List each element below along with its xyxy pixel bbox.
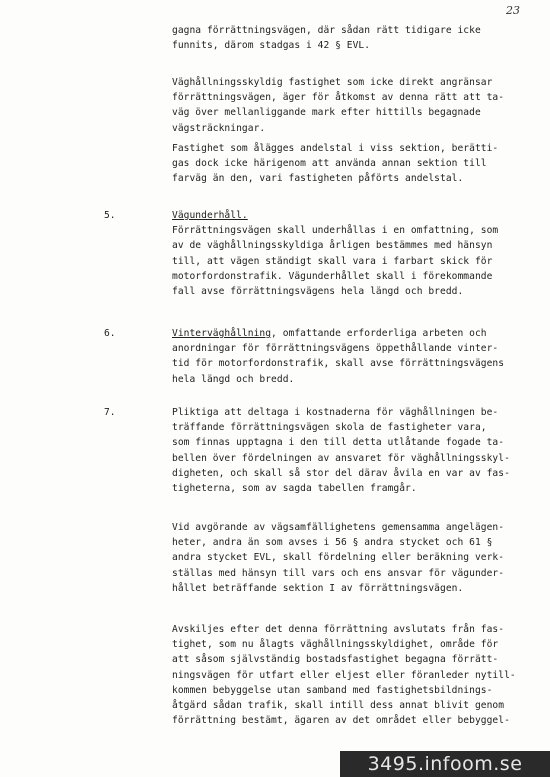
text-line: Fastighet som ålägges andelstal i viss sektion, berätti- (172, 143, 499, 154)
text-line: tighet, som nu ålagts väghållningsskyldighet, område för (172, 639, 499, 651)
text-line: ställas med hänsyn till vars och ens ansvar för vägunder- (172, 567, 505, 579)
text-line: träffande förrättningsvägen skola de fastigheter vara, (172, 422, 487, 434)
text-line: gas dock icke härigenom att använda annan sektion till (172, 158, 487, 170)
text-line: Vid avgörande av vägsamfällighetens gemensamma angelägen- (172, 522, 505, 533)
text-line: tigheterna, som av sagda tabellen framgår. (172, 482, 417, 494)
text-line: ningsvägen för utfart eller eljest eller föranleder nytill- (172, 669, 516, 681)
site-watermark: 3495.infoom.se (340, 751, 550, 777)
text-line: som finnas upptagna i den till detta utlåtande fogade ta- (172, 437, 505, 449)
text-line: vägsträckningar. (172, 122, 266, 134)
text-line: hela längd och bredd. (172, 373, 295, 385)
text-line: förrättningsvägen, äger för åtkomst av denna rätt att ta- (172, 92, 505, 104)
paragraph-joint-matters (172, 520, 517, 596)
text-line: av de väghållningsskyldiga årligen bestämmes med hänsyn (172, 240, 493, 252)
heading-continuation: , omfattande erforderliga arbeten och (271, 328, 487, 339)
text-line: att såsom självständig bostadsfastighet begagna förrätt- (172, 654, 499, 666)
section-number: 5. (104, 210, 116, 221)
text-line: Förrättningsvägen skall underhållas i en omfattning, som (172, 225, 499, 237)
text-line: Avskiljes efter det denna förrättning avslutats från fas- (172, 624, 505, 635)
text-line: gagna förrättningsvägen, där sådan rätt tidigare icke (172, 25, 481, 36)
paragraph-partition (172, 622, 517, 728)
section-road-maintenance (172, 208, 517, 299)
text-line: motorfordonstrafik. Vägunderhållet skall i förekommande (172, 270, 493, 282)
section-heading: Vägunderhåll. (172, 210, 248, 221)
section-winter-maintenance (172, 326, 517, 387)
text-line: väg över mellanliggande mark efter hittills begagnade (172, 107, 481, 119)
text-line: digheten, och skall så stor del därav åvila en var av fas- (172, 467, 510, 479)
text-line (172, 326, 517, 341)
paragraph-continuation (172, 23, 517, 53)
text-line: kommen bebyggelse utan samband med fastighetsbildnings- (172, 684, 493, 696)
section-number: 7. (104, 407, 116, 418)
text-line: Pliktiga att deltaga i kostnaderna för väghållningen be- (172, 407, 499, 418)
text-line: bellen över fördelningen av ansvaret för väghållningsskyl- (172, 452, 510, 464)
text-line: tid för motorfordonstrafik, skall avse förrättningsvägens (172, 358, 505, 370)
text-line: fall avse förrättningsvägens hela längd och bredd. (172, 285, 464, 297)
text-line: andra stycket EVL, skall fördelning eller beräkning verk- (172, 552, 505, 564)
text-line: åtgärd sådan trafik, skall intill dess annat blivit genom (172, 699, 505, 711)
text-line: Väghållningsskyldig fastighet som icke direkt angränsar (172, 77, 493, 88)
text-line: till, att vägen ständigt skall vara i farbart skick för (172, 255, 493, 267)
text-line: anordningar för förrättningsvägens öppethållande vinter- (172, 343, 499, 355)
paragraph-access-rights (172, 75, 517, 136)
paragraph-section-share (172, 141, 517, 187)
text-line: funnits, därom stadgas i 42 § EVL. (172, 40, 371, 52)
text-line: heter, andra än som avses i 56 § andra stycket och 61 § (172, 537, 493, 549)
section-heading: Vinterväghållning (172, 328, 272, 339)
section-cost-obligation (172, 405, 517, 496)
text-line: farväg än den, vari fastigheten påförts andelstal. (172, 173, 464, 185)
text-line: hållet beträffande sektion I av förrättningsvägen. (172, 582, 464, 594)
page-number: 23 (506, 4, 520, 17)
text-line: förrättning bestämt, ägaren av det området eller bebyggel- (172, 715, 510, 727)
section-number: 6. (104, 328, 116, 339)
